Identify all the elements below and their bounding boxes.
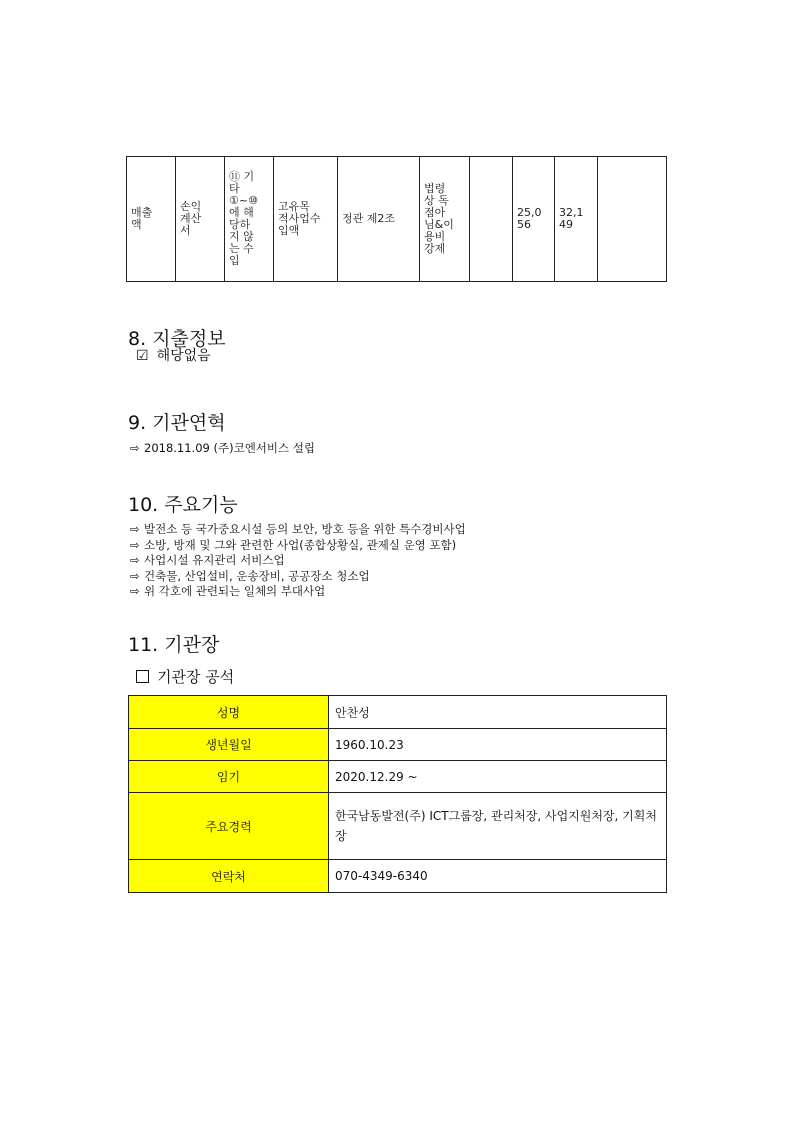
birthdate-value: 1960.10.23 [329, 729, 667, 761]
table-row [129, 793, 667, 860]
head-info-table [128, 695, 667, 893]
list-item: ⇨ 건축물, 산업설비, 운송장비, 공공장소 청소업 [130, 568, 370, 583]
list-item: ⇨ 소방, 방재 및 그와 관련한 사업(종합상황실, 관제실 운영 포함) [130, 537, 457, 552]
table-cell: 손익 계산 서 [176, 157, 225, 282]
arrow-bullet-icon: ⇨ [130, 522, 140, 536]
table-cell [470, 157, 513, 282]
contact-label: 연락처 [129, 860, 329, 893]
contact-value: 070-4349-6340 [329, 860, 667, 893]
section-title-history: 9. 기관연혁 [128, 412, 226, 434]
arrow-bullet-icon: ⇨ [130, 584, 140, 598]
table-cell: 정관 제2조 [338, 157, 420, 282]
table-row [129, 761, 667, 793]
table-row [129, 696, 667, 729]
list-item: ⇨ 발전소 등 국가중요시설 등의 보안, 방호 등을 위한 특수경비사업 [130, 522, 466, 536]
revenue-table [126, 156, 667, 282]
name-value: 안찬성 [329, 696, 667, 729]
history-list [130, 441, 315, 457]
list-item: ⇨ 2018.11.09 (주)코엔서비스 설립 [130, 441, 315, 455]
section-title-expenditure: 8. 지출정보 [128, 328, 226, 350]
section-title-head: 11. 기관장 [128, 634, 220, 656]
table-cell: 매출 액 [127, 157, 176, 282]
head-vacancy-note [136, 666, 234, 687]
term-value: 2020.12.29 ~ [329, 761, 667, 793]
head-vacancy-label: 기관장 공석 [157, 668, 235, 686]
table-cell: 법령 상 독 점아 님&이 용비 강제 [420, 157, 470, 282]
arrow-bullet-icon: ⇨ [130, 537, 140, 552]
table-cell: 고유목 적사업수 입액 [274, 157, 338, 282]
birthdate-label: 생년월일 [129, 729, 329, 761]
arrow-bullet-icon: ⇨ [130, 441, 140, 455]
checkbox-empty-icon [136, 670, 149, 683]
list-item: ⇨ 사업시설 유지관리 서비스업 [130, 553, 285, 567]
list-item: ⇨ 위 각호에 관련되는 일체의 부대사업 [130, 584, 326, 598]
table-row [129, 860, 667, 893]
table-cell: 32,1 49 [555, 157, 598, 282]
functions-list [130, 522, 466, 600]
career-label: 주요경력 [129, 793, 329, 860]
expenditure-status [136, 345, 211, 365]
name-label: 성명 [129, 696, 329, 729]
section-title-functions: 10. 주요기능 [128, 494, 238, 516]
table-cell [598, 157, 667, 282]
arrow-bullet-icon: ⇨ [130, 568, 140, 583]
checkbox-checked-icon: ☑ [136, 348, 149, 364]
table-row [129, 729, 667, 761]
career-value: 한국남동발전(주) ICT그룹장, 관리처장, 사업지원처장, 기획처장 [329, 793, 667, 860]
arrow-bullet-icon: ⇨ [130, 553, 140, 567]
table-cell: ⑪ 기 타 ①~⑩ 에 해 당하 지 않 는 수 입 [225, 157, 274, 282]
expenditure-status-label: 해당없음 [156, 348, 211, 364]
table-cell: 25,0 56 [513, 157, 555, 282]
term-label: 임기 [129, 761, 329, 793]
